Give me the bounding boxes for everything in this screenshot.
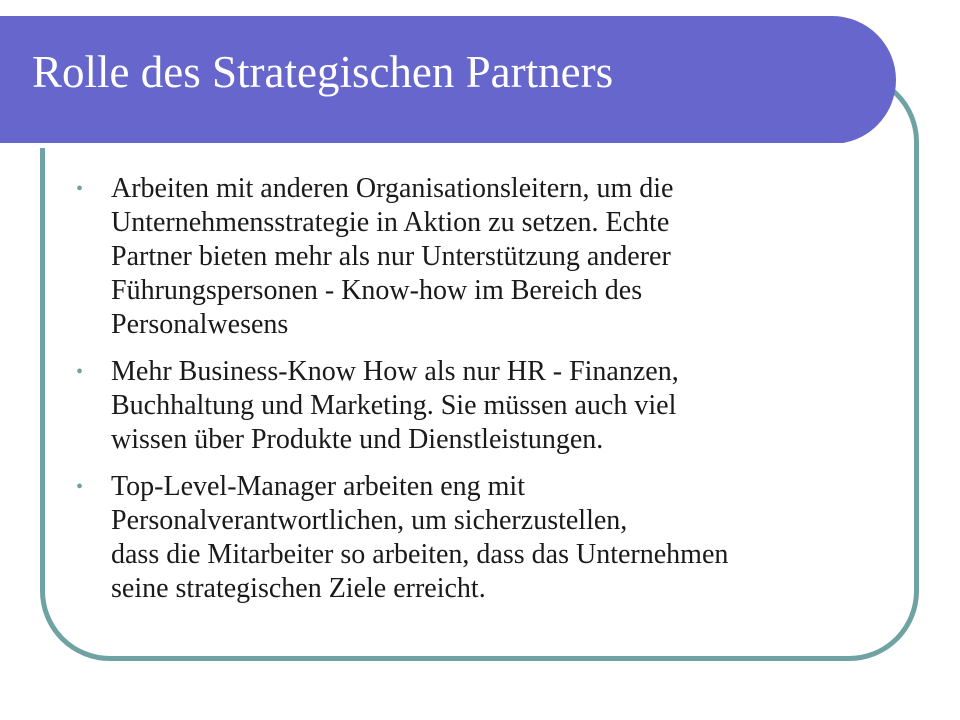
bullet-line: Personalverantwortlichen, um sicherzustellen, xyxy=(111,505,628,536)
bullet-dot-icon: • xyxy=(76,476,84,498)
title-underline xyxy=(0,143,848,148)
bullet-line: dass die Mitarbeiter so arbeiten, dass das Unternehmen xyxy=(111,539,729,570)
bullet-line: Unternehmensstrategie in Aktion zu setzen. Echte xyxy=(111,207,670,238)
bullet-line: Mehr Business-Know How als nur HR - Finanzen, xyxy=(111,356,679,387)
bullet-line: wissen über Produkte und Dienstleistungen. xyxy=(111,424,604,455)
bullet-item xyxy=(76,355,866,457)
bullet-dot-icon: • xyxy=(76,178,84,200)
bullet-line: Führungspersonen - Know-how im Bereich des xyxy=(111,275,643,306)
bullet-line: Buchhaltung und Marketing. Sie müssen auch viel xyxy=(111,390,677,421)
bullet-line: Personalwesens xyxy=(111,309,289,340)
bullet-line: seine strategischen Ziele erreicht. xyxy=(111,573,486,604)
bullet-item xyxy=(76,470,866,606)
slide-title: Rolle des Strategischen Partners xyxy=(32,47,614,97)
bullet-item xyxy=(76,172,866,342)
bullet-list xyxy=(76,172,866,619)
bullet-line: Arbeiten mit anderen Organisationsleitern, um die xyxy=(111,173,674,204)
bullet-line: Top-Level-Manager arbeiten eng mit xyxy=(111,471,525,502)
bullet-dot-icon: • xyxy=(76,361,84,383)
bullet-line: Partner bieten mehr als nur Unterstützung anderer xyxy=(111,241,671,272)
